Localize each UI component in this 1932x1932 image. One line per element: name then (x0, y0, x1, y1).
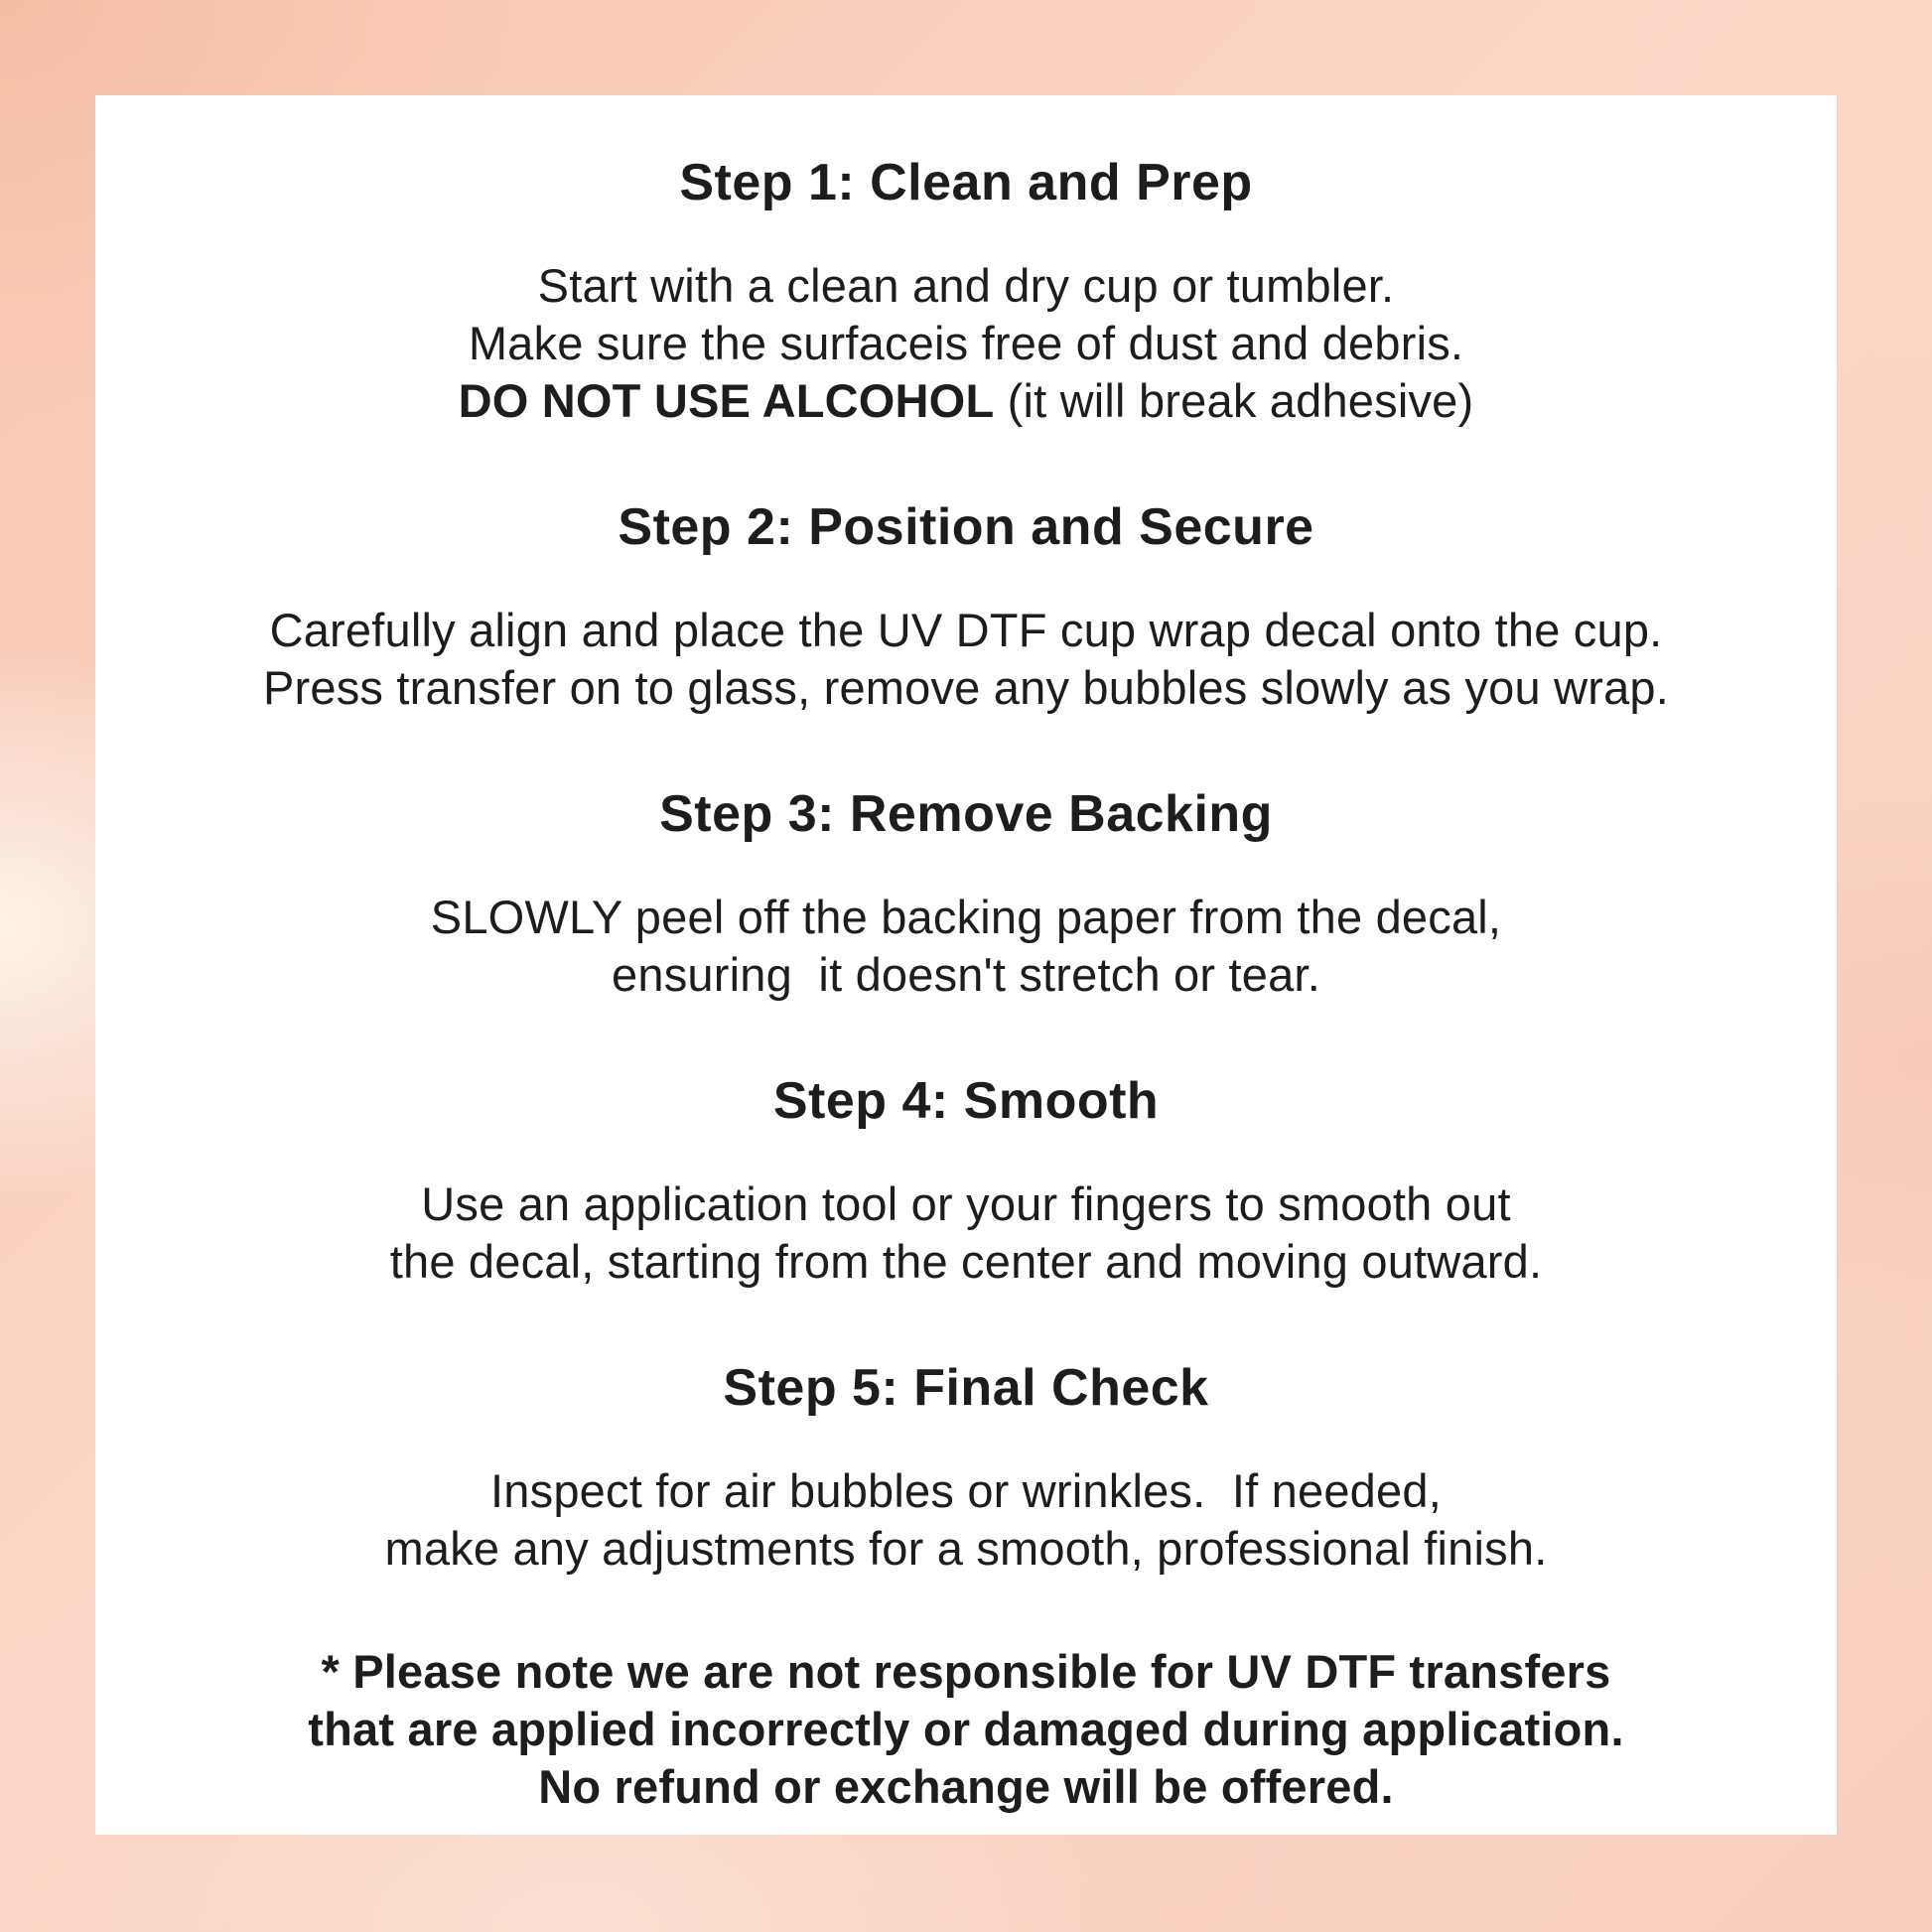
step-1-line-1: Start with a clean and dry cup or tumbler. (537, 259, 1395, 312)
section-step-4 (155, 1069, 1777, 1291)
step-4-heading: Step 4: Smooth (772, 1072, 1160, 1130)
instruction-card (95, 95, 1837, 1835)
step-1-heading: Step 1: Clean and Prep (679, 154, 1253, 211)
step-4-line-2: the decal, starting from the center and moving outward. (389, 1235, 1543, 1288)
step-3-line-2: ensuring it doesn't stretch or tear. (612, 948, 1320, 1001)
disclaimer-line-2: that are applied incorrectly or damaged during application. (308, 1703, 1624, 1755)
step-5-line-2: make any adjustments for a smooth, professional finish. (384, 1522, 1548, 1575)
step-4-line-1: Use an application tool or your fingers to smooth out (421, 1177, 1511, 1230)
disclaimer-line-3: No refund or exchange will be offered. (538, 1760, 1394, 1813)
disclaimer-note (155, 1643, 1777, 1816)
section-step-5 (155, 1356, 1777, 1578)
step-3-line-1: SLOWLY peel off the backing paper from the decal, (430, 891, 1502, 943)
alcohol-warning-bold: DO NOT USE ALCOHOL (458, 374, 995, 427)
step-1-warning-line (155, 372, 1777, 430)
step-1-line-2: Make sure the surfaceis free of dust and debris. (468, 317, 1464, 369)
step-2-heading: Step 2: Position and Secure (618, 498, 1314, 556)
step-2-line-1: Carefully align and place the UV DTF cup wrap decal onto the cup. (269, 604, 1663, 656)
step-5-line-1: Inspect for air bubbles or wrinkles. If needed, (490, 1464, 1442, 1517)
section-step-3 (155, 782, 1777, 1004)
step-2-line-2: Press transfer on to glass, remove any bubbles slowly as you wrap. (262, 661, 1670, 714)
section-step-2 (155, 495, 1777, 717)
disclaimer-line-1: * Please note we are not responsible for UV DTF transfers (321, 1645, 1611, 1698)
step-5-heading: Step 5: Final Check (723, 1359, 1209, 1417)
step-3-heading: Step 3: Remove Backing (659, 785, 1273, 843)
alcohol-warning-rest: (it will break adhesive) (994, 374, 1474, 427)
section-step-1 (155, 151, 1777, 430)
